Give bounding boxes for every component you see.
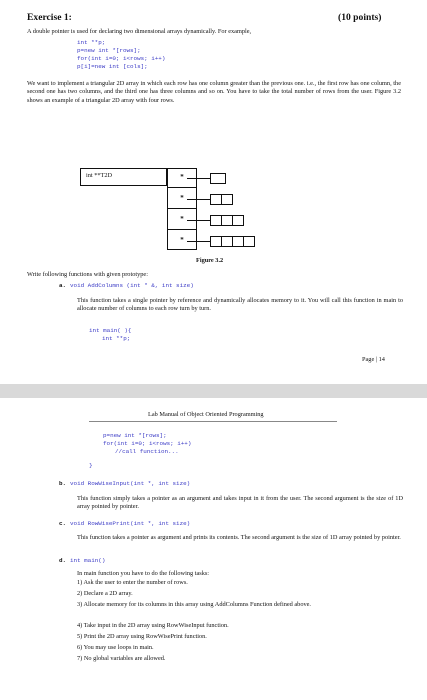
divider: [167, 208, 197, 209]
divider: [167, 187, 197, 188]
code-line: int **p;: [77, 39, 106, 46]
item-d-intro: In main function you have to do the following tasks:: [77, 570, 210, 577]
header-rule: [89, 421, 337, 422]
task-item: 1) Ask the user to enter the number of rows.: [77, 579, 188, 586]
description-paragraph: We want to implement a triangular 2D array in which each row has one column greater than the previous one. i.e., the first row has one column, the second one has two columns, and the third one has three columns and so on. You have to take the total number of rows from the user. Figure 3.2 shows an example of a triangular 2D array with four rows.: [27, 80, 401, 104]
task-item: 5) Print the 2D array using RowWisePrint function.: [77, 633, 207, 640]
arrow: [187, 241, 210, 242]
item-d-marker: d.: [59, 557, 67, 564]
item-b-description: This function simply takes a pointer as an argument and takes input in it from the user. The second argument is the size of 1D array pointed by pointer.: [77, 495, 403, 511]
divider: [167, 229, 197, 230]
task-item: 3) Allocate memory for its columns in this array using AddColumns Function defined above.: [77, 601, 311, 608]
item-b-marker: b.: [59, 480, 67, 487]
code-line: //call function...: [115, 448, 179, 455]
code-line: p=new int *[rows];: [77, 47, 141, 54]
array-cell: [243, 236, 255, 247]
item-a-marker: a.: [59, 282, 67, 289]
code-line: p[i]=new int [cols];: [77, 63, 148, 70]
item-b-prototype: void RowWiseInput(int *, int size): [70, 480, 191, 487]
arrow: [187, 178, 210, 179]
pointer-star: *: [180, 215, 184, 223]
array-cell: [232, 215, 244, 226]
document-page-2: [0, 398, 427, 700]
code-line: }: [89, 462, 93, 469]
item-a-description: This function takes a single pointer by reference and dynamically allocates memory to it. You will call this function in main to allocate number of columns to each row turn by turn.: [77, 297, 403, 313]
arrow: [187, 220, 210, 221]
code-line: for(int i=0; i<rows; i++): [77, 55, 166, 62]
item-c-marker: c.: [59, 520, 67, 527]
array-cell: [221, 194, 233, 205]
task-item: 6) You may use loops in main.: [77, 644, 154, 651]
code-line: for(int i=0; i<rows; i++): [103, 440, 192, 447]
pointer-star: *: [180, 173, 184, 181]
item-a-prototype: void AddColumns (int * &, int size): [70, 282, 194, 289]
array-cell: [210, 173, 226, 184]
exercise-title: Exercise 1:: [27, 12, 72, 23]
points-label: (10 points): [338, 12, 382, 23]
item-d-prototype: int main(): [70, 557, 106, 564]
item-c-description: This function takes a pointer as argument and prints its contents. The second argument is the size of 1D array pointed by pointer.: [77, 534, 401, 541]
code-line: int main( ){: [89, 327, 132, 334]
running-header: Lab Manual of Object Oriented Programming: [148, 411, 264, 418]
pointer-star: *: [180, 236, 184, 244]
code-line: p=new int *[rows];: [103, 432, 167, 439]
figure-pointer-label: int **T2D: [86, 172, 113, 179]
task-item: 7) No global variables are allowed.: [77, 655, 166, 662]
task-item: 4) Take input in the 2D array using RowWiseInput function.: [77, 622, 229, 629]
instruction-text: Write following functions with given prototype:: [27, 271, 148, 278]
task-item: 2) Declare a 2D array.: [77, 590, 133, 597]
item-c-prototype: void RowWisePrint(int *, int size): [70, 520, 191, 527]
arrow: [187, 199, 210, 200]
figure-caption: Figure 3.2: [196, 257, 224, 264]
code-line: int **p;: [102, 335, 131, 342]
pointer-star: *: [180, 194, 184, 202]
page-number: Page | 14: [362, 356, 385, 363]
intro-text: A double pointer is used for declaring two dimensional arrays dynamically. For example,: [27, 28, 252, 35]
